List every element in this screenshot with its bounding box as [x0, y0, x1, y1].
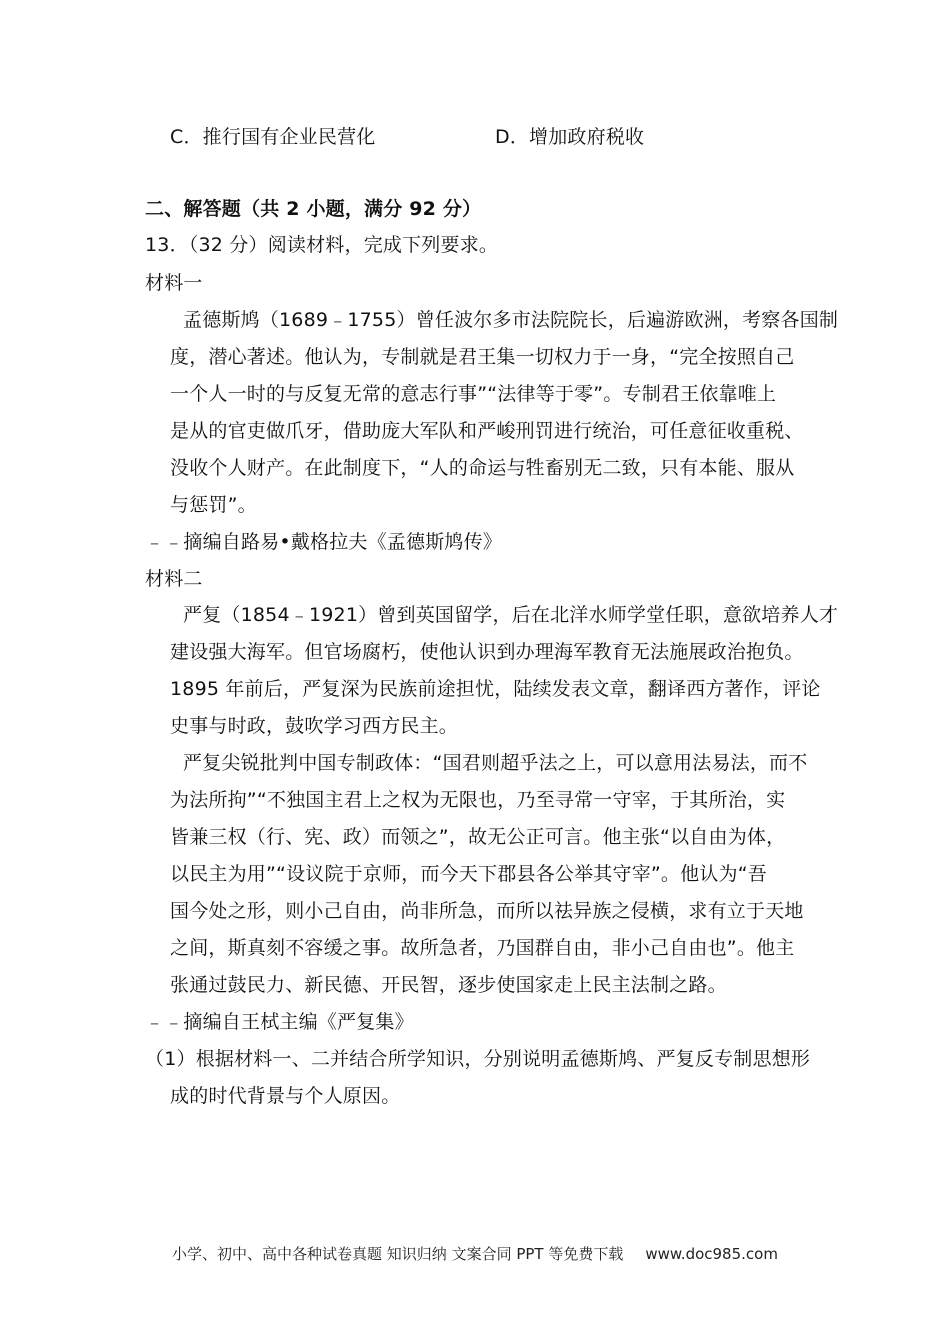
question-13-stem: 13．（32 分）阅读材料，完成下列要求。 — [145, 234, 499, 256]
material-2-para2-line: 皆兼三权（行、宪、政）而领之”，故无公正可言。他主张“以自由为体， — [170, 826, 786, 848]
footer-site-link[interactable]: www.doc985.com — [645, 1245, 778, 1263]
material-2-para2-line: 以民主为用”“设议院于京师，而今天下郡县各公举其守宰”。他认为“吾 — [170, 863, 767, 885]
material-1-label: 材料一 — [145, 272, 203, 294]
material-1-line: 度，潜心著述。他认为，专制就是君王集一切权力于一身，“完全按照自己 — [170, 346, 795, 368]
material-2-para1-line: 建设强大海军。但官场腐朽，使他认识到办理海军教育无法施展政治抱负。 — [170, 641, 804, 663]
material-2-para2-line: 之间，斯真刻不容缓之事。故所急者，乃国群自由，非小己自由也”。他主 — [170, 937, 795, 959]
material-1-line: 是从的官吏做爪牙，借助庞大军队和严峻刑罚进行统治，可任意征收重税、 — [170, 420, 804, 442]
material-1-line: 没收个人财产。在此制度下，“人的命运与牲畜别无二致，只有本能、服从 — [170, 457, 795, 479]
sub-question-1-line: 成的时代背景与个人原因。 — [170, 1085, 401, 1107]
material-2-para2-line: 国今处之形，则小己自由，尚非所急，而所以祛异族之侵横，求有立于天地 — [170, 900, 804, 922]
page-footer — [0, 1243, 950, 1264]
section-heading: 二、解答题（共 2 小题，满分 92 分） — [145, 198, 482, 220]
sub-question-1-line: （1）根据材料一、二并结合所学知识，分别说明孟德斯鸠、严复反专制思想形 — [145, 1048, 811, 1070]
material-2-label: 材料二 — [145, 568, 203, 590]
material-1-line: 与惩罚”。 — [170, 494, 257, 516]
material-2-para1-line: 严复（1854﹣1921）曾到英国留学，后在北洋水师学堂任职，意欲培养人才 — [183, 604, 839, 626]
material-1-line: 一个人一时的与反复无常的意志行事”“法律等于零”。专制君王依靠唯上 — [170, 383, 777, 405]
option-c: C．推行国有企业民营化 — [170, 126, 376, 148]
material-1-line: 孟德斯鸠（1689﹣1755）曾任波尔多市法院院长，后遍游欧洲，考察各国制 — [183, 309, 839, 331]
material-2-source: ﹣﹣摘编自王栻主编《严复集》 — [145, 1011, 414, 1033]
material-2-para2-line: 严复尖锐批判中国专制政体：“国君则超乎法之上，可以意用法易法，而不 — [183, 752, 808, 774]
option-d: D．增加政府税收 — [495, 126, 645, 148]
material-2-para2-line: 为法所拘”“不独国主君上之权为无限也，乃至寻常一守宰，于其所治，实 — [170, 789, 786, 811]
material-2-para2-line: 张通过鼓民力、新民德、开民智，逐步使国家走上民主法制之路。 — [170, 974, 727, 996]
footer-text: 小学、初中、高中各种试卷真题 知识归纳 文案合同 PPT 等免费下载 — [172, 1245, 624, 1263]
material-2-para1-line: 史事与时政，鼓吹学习西方民主。 — [170, 715, 459, 737]
material-2-para1-line: 1895 年前后，严复深为民族前途担忧，陆续发表文章，翻译西方著作，评论 — [170, 678, 821, 700]
material-1-source: ﹣﹣摘编自路易•戴格拉夫《孟德斯鸠传》 — [145, 531, 503, 553]
